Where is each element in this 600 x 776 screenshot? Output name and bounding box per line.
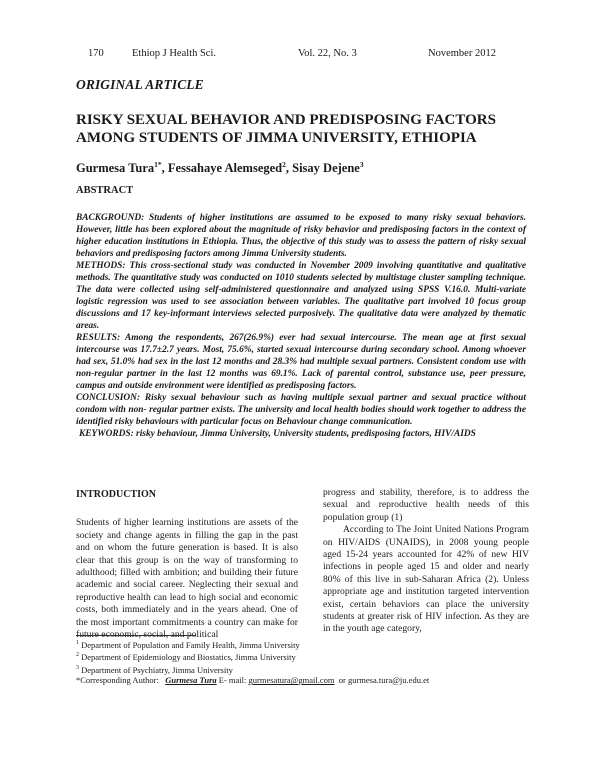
author-list: Gurmesa Tura$^{1*}$, Fessahaye Alemseged$^2$, Sisay Dejene$^3$: [76, 160, 364, 176]
abstract-body: [76, 212, 526, 440]
abstract-keywords: KEYWORDS: risky behaviour, Jimma University, University students, predisposing factors, HIV/AIDS: [79, 429, 476, 439]
affiliation-footnote: [76, 663, 536, 675]
title-line: AMONG STUDENTS OF JIMMA UNIVERSITY, ETHIOPIA: [76, 130, 477, 146]
affiliation-footnote: [76, 638, 536, 650]
issue-date: November 2012: [428, 48, 496, 59]
author-affiliation-mark: 2: [282, 160, 286, 169]
corresponding-author-line: [76, 675, 536, 686]
email-or: or: [338, 675, 346, 686]
abstract-background: BACKGROUND: Students of higher institutions are assumed to be exposed to many risky sexual behaviors. However, little has been explored about the magnitude of risky behavior and predisposing factors in the context of higher education institutions in Ethiopia. Thus, the objective of this study was to assess the pattern of risky sexual behaviors and predisposing factors among Jimma University students.: [76, 213, 526, 259]
author-name: Fessahaye Alemseged: [167, 161, 283, 176]
volume-issue: Vol. 22, No. 3: [298, 48, 357, 59]
page-number: 170: [88, 48, 104, 59]
running-header: [88, 48, 508, 62]
author-affiliation-mark: 1*: [154, 160, 162, 169]
corresponding-author-name: Gurmesa Tura: [165, 675, 217, 686]
author-name: Gurmesa Tura: [76, 161, 155, 176]
author-affiliation-mark: 3: [359, 160, 364, 169]
title-line: RISKY SEXUAL BEHAVIOR AND PREDISPOSING FACTORS: [76, 112, 496, 128]
intro-paragraph: Students of higher learning institutions are assets of the society and change agents in filling the gap in the past and on whom the future generation is based. It is also clear that this group is on the way of transforming to adulthood; filled with ambition; and building their future academic and social career. Neglecting their sexual and reproductive health can lead to high social and economic costs, both immediately and in the years ahead. One of the most important commitments a country can make for future economic, social, and political: [76, 517, 298, 641]
footnotes: [76, 638, 536, 686]
footnote-mark: 3: [76, 664, 79, 671]
footnote-mark: 1: [76, 640, 79, 646]
left-column: [76, 489, 298, 641]
journal-name: Ethiop J Health Sci.: [132, 48, 216, 59]
body-paragraph: progress and stability, therefore, is to address the sexual and reproductive health needs of this population group (1): [323, 487, 529, 523]
right-column: [323, 487, 529, 636]
email-label: E- mail:: [218, 675, 247, 686]
introduction-heading: INTRODUCTION: [76, 489, 157, 500]
abstract-results: RESULTS: Among the respondents, 267(26.9%) ever had sexual intercourse. The mean age at first sexual intercourse was 17.7±2.7 years. Most, 75.6%, started sexual intercourse during secondary school. Among whoever had sex, 51.0% had sex in the last 12 months and 28.3% had multiple sexual partners. Consistent condom use with non-regular partner in the last 12 months was 69.1%. Lack of parental control, substance use, peer pressure, campus and outside environment were identified as predisposing factors.: [76, 333, 526, 391]
author-name: Sisay Dejene: [292, 161, 360, 176]
abstract-methods: METHODS: This cross-sectional study was conducted in November 2009 involving quantitative and qualitative methods. The quantitative study was conducted on 1010 students selected by multistage cluster sampling technique. The data were collected using self-administered questionnaire and analyzed using SPSS V.16.0. Multi-variate logistic regression was used to see association between variables. The qualitative part involved 10 focus group discussions and 17 key-informant interviews selected purposively. The qualitative data were analyzed by thematic areas.: [76, 261, 526, 331]
corresponding-prefix: *Corresponding Author:: [76, 675, 159, 686]
footnote-rule: [76, 635, 196, 636]
abstract-conclusion: CONCLUSION: Risky sexual behaviour such as having multiple sexual partner and sexual practice without condom with non- regular partner exists. The university and local health bodies should work together to address the identified risky behaviours with particular focus on Behaviour change communication.: [76, 393, 526, 427]
email-link[interactable]: gurmesa.tura@ju.edu.et: [347, 675, 430, 686]
abstract-heading: ABSTRACT: [76, 185, 134, 196]
footnote-text: Department of Population and Family Health, Jimma University: [81, 639, 300, 650]
email-link[interactable]: gurmesatura@gmail.com: [248, 675, 335, 686]
footnote-text: Department of Epidemiology and Biostatics, Jimma University: [81, 652, 296, 663]
body-paragraph: According to The Joint United Nations Program on HIV/AIDS (UNAIDS), in 2008 young people aged 15-24 years accounted for 42% of new HIV infections in people aged 15 and older and nearly 80% of this live in sub-Saharan Africa (2). Unless appropriate age and institution targeted intervention exist, certain behaviors can place the university students at greater risk of HIV infection. As they are in the youth age category,: [323, 524, 529, 635]
affiliation-footnote: [76, 650, 536, 662]
footnote-text: Department of Psychiatry, Jimma University: [81, 664, 233, 675]
article-title: [76, 111, 536, 147]
article-type-label: ORIGINAL ARTICLE: [76, 77, 204, 92]
footnote-mark: 2: [76, 652, 79, 659]
